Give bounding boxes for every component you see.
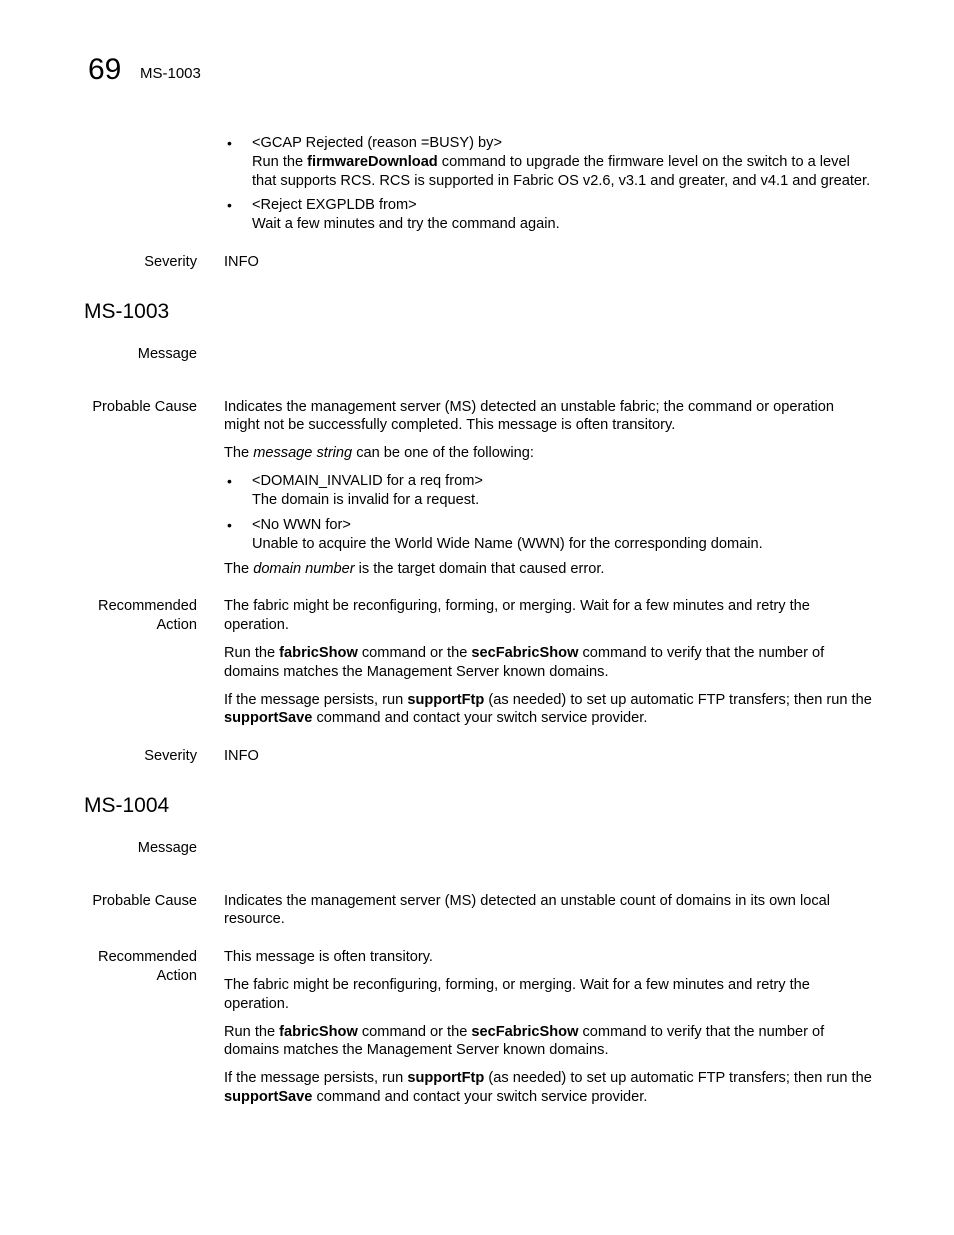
recommended-action-label: Recommended — [98, 949, 197, 965]
paragraph: Run the fabricShow command or the secFabricShow command to verify that the number of — [224, 645, 825, 661]
paragraph: The message string can be one of the following: — [224, 445, 534, 461]
recommended-action-label: Action — [156, 617, 197, 633]
bullet-text: Unable to acquire the World Wide Name (WWN) for the corresponding domain. — [252, 536, 763, 552]
paragraph: operation. — [224, 996, 289, 1012]
bullet-text: The domain is invalid for a request. — [252, 492, 480, 508]
paragraph: The fabric might be reconfiguring, forming, or merging. Wait for a few minutes and retry the — [224, 977, 810, 993]
bullet-text: Run the firmwareDownload command to upgrade the firmware level on the switch to a level — [252, 154, 850, 170]
paragraph: The fabric might be reconfiguring, forming, or merging. Wait for a few minutes and retry the — [224, 598, 810, 614]
bullet-text: that supports RCS. RCS is supported in Fabric OS v2.6, v3.1 and greater, and v4.1 and greater. — [252, 173, 871, 189]
bullet-icon: • — [227, 517, 232, 533]
paragraph: supportSave command and contact your switch service provider. — [224, 1089, 648, 1105]
paragraph: Indicates the management server (MS) detected an unstable count of domains in its own local — [224, 893, 830, 909]
bullet-text: <Reject EXGPLDB from> — [252, 197, 417, 213]
bullet-text: Wait a few minutes and try the command again. — [252, 216, 560, 232]
paragraph: If the message persists, run supportFtp (as needed) to set up automatic FTP transfers; then run the — [224, 692, 872, 708]
paragraph: The domain number is the target domain that caused error. — [224, 561, 605, 577]
paragraph: might not be successfully completed. This message is often transitory. — [224, 417, 676, 433]
bullet-text: <DOMAIN_INVALID for a req from> — [252, 473, 483, 489]
bullet-icon: • — [227, 135, 232, 151]
bullet-text: <No WWN for> — [252, 517, 351, 533]
bullet-icon: • — [227, 197, 232, 213]
bullet-icon: • — [227, 473, 232, 489]
paragraph: If the message persists, run supportFtp (as needed) to set up automatic FTP transfers; then run the — [224, 1070, 872, 1086]
paragraph: Run the fabricShow command or the secFabricShow command to verify that the number of — [224, 1024, 825, 1040]
recommended-action-label: Action — [156, 968, 197, 984]
command-name: fabricShow — [279, 645, 358, 661]
severity-value: INFO — [224, 254, 259, 270]
section-title: MS-1003 — [84, 300, 170, 323]
probable-cause-label: Probable Cause — [92, 893, 197, 909]
paragraph: resource. — [224, 911, 285, 927]
command-name: supportFtp — [407, 692, 485, 708]
command-name: firmwareDownload — [307, 154, 438, 170]
message-label: Message — [137, 840, 197, 856]
severity-value: INFO — [224, 748, 259, 764]
recommended-action-label: Recommended — [98, 598, 197, 614]
command-name: supportSave — [224, 710, 313, 726]
command-name: supportSave — [224, 1089, 313, 1105]
paragraph: domains matches the Management Server known domains. — [224, 664, 609, 680]
paragraph: operation. — [224, 617, 289, 633]
command-name: secFabricShow — [471, 645, 579, 661]
command-name: fabricShow — [279, 1024, 358, 1040]
probable-cause-label: Probable Cause — [92, 399, 197, 415]
command-name: secFabricShow — [471, 1024, 579, 1040]
section-title: MS-1004 — [84, 794, 170, 817]
message-label: Message — [137, 346, 197, 362]
command-name: supportFtp — [407, 1070, 485, 1086]
chapter-number: 69 — [88, 53, 122, 86]
paragraph: This message is often transitory. — [224, 949, 433, 965]
paragraph: domains matches the Management Server known domains. — [224, 1042, 609, 1058]
paragraph: Indicates the management server (MS) detected an unstable fabric; the command or operation — [224, 399, 835, 415]
running-head: MS-1003 — [140, 65, 201, 82]
severity-label: Severity — [144, 254, 197, 270]
paragraph: supportSave command and contact your switch service provider. — [224, 710, 648, 726]
bullet-text: <GCAP Rejected (reason =BUSY) by> — [252, 135, 502, 151]
severity-label: Severity — [144, 748, 197, 764]
